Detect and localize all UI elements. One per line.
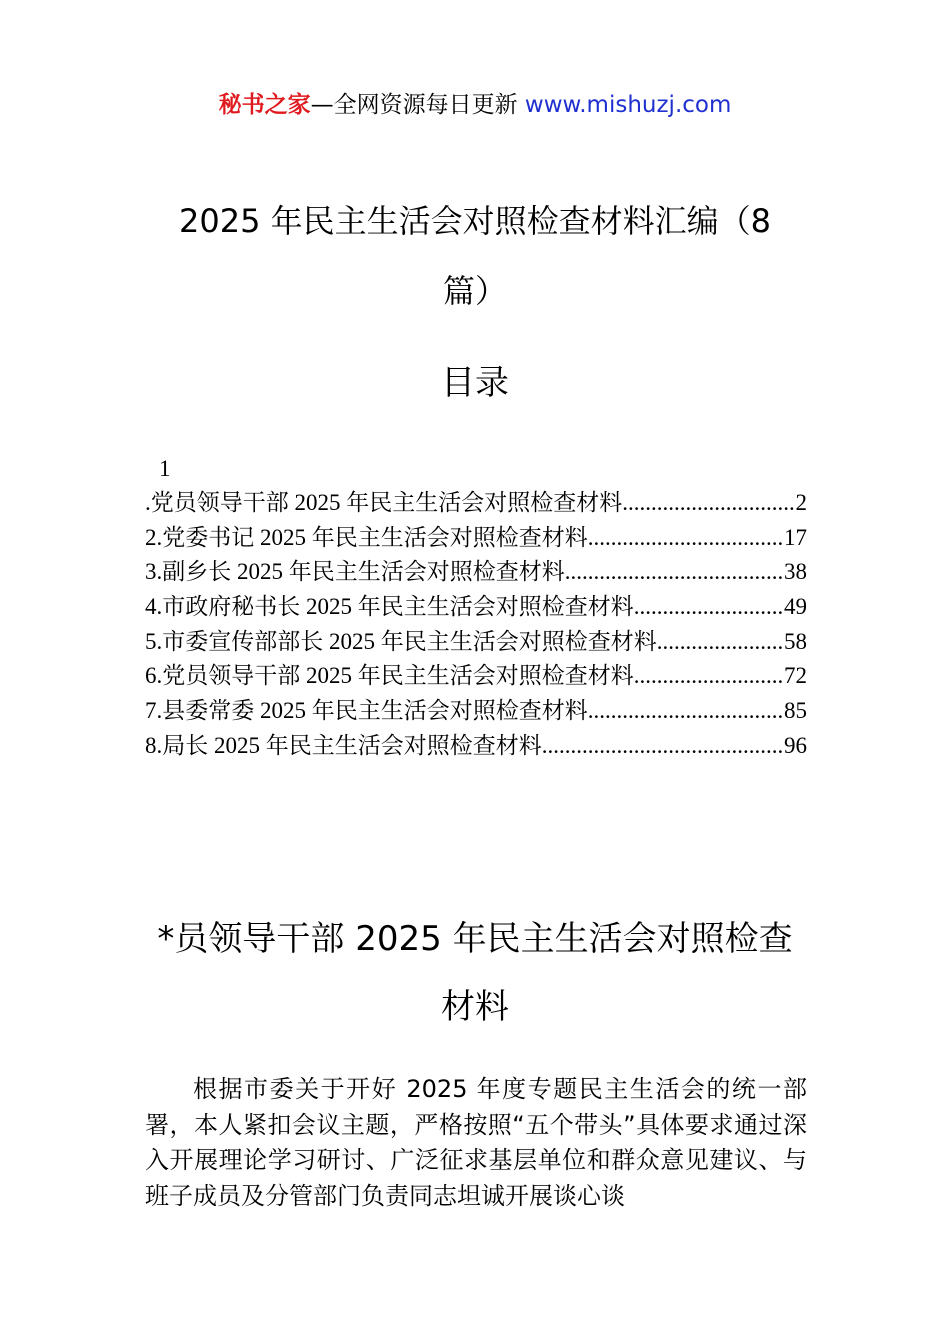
site-url-link[interactable]: www.mishuzj.com	[524, 92, 732, 118]
toc-entry-page: 85	[784, 698, 807, 724]
toc-first-number: 1	[159, 456, 171, 481]
toc-entry[interactable]	[145, 659, 807, 694]
toc-entry[interactable]	[145, 729, 807, 764]
body-paragraph: 根据市委关于开好 2025 年度专题民主生活会的统一部署，本人紧扣会议主题，严格按照“五个带头”具体要求通过深入开展理论学习研讨、广泛征求基层单位和群众意见建议、与班子成员及分管部门负责同志坦诚开展谈心谈	[145, 1075, 807, 1210]
toc-leader-dots	[565, 555, 784, 590]
toc-leader-dots	[622, 486, 795, 521]
toc-entry-label: 8.局长 2025 年民主生活会对照检查材料	[145, 732, 542, 758]
brand-name: 秘书之家	[218, 92, 311, 118]
toc-leader-dots	[634, 659, 784, 694]
toc-entry[interactable]	[145, 625, 807, 660]
toc-leader-dots	[588, 521, 784, 556]
toc-entry[interactable]	[145, 555, 807, 590]
toc-entry-label: 6.党员领导干部 2025 年民主生活会对照检查材料	[145, 663, 634, 689]
table-of-contents	[145, 452, 807, 764]
toc-entry-label: 4.市政府秘书长 2025 年民主生活会对照检查材料	[145, 594, 634, 620]
header-slogan: —全网资源每日更新	[310, 92, 525, 118]
toc-entry[interactable]	[145, 590, 807, 625]
toc-entry-label: 3.副乡长 2025 年民主生活会对照检查材料	[145, 559, 565, 585]
toc-leader-dots	[657, 625, 784, 660]
toc-entry-page: 96	[784, 732, 807, 758]
toc-entry-page: 17	[784, 524, 807, 550]
toc-entry[interactable]	[145, 521, 807, 556]
toc-leader-dots	[588, 694, 784, 729]
site-header	[0, 88, 950, 122]
toc-heading: 目录	[441, 363, 509, 403]
toc-entry-page: 2	[795, 490, 807, 515]
toc-entry-label: 5.市委宣传部部长 2025 年民主生活会对照检查材料	[145, 628, 657, 654]
document-title-line-1: 2025 年民主生活会对照检查材料汇编（8	[179, 202, 771, 240]
toc-entry-page: 58	[784, 628, 807, 654]
toc-entry[interactable]	[145, 486, 807, 521]
toc-entry-label: 2.党委书记 2025 年民主生活会对照检查材料	[145, 524, 588, 550]
document-title-line-2: 篇）	[442, 272, 507, 310]
toc-entry-page: 72	[784, 663, 807, 689]
toc-entry-label: 7.县委常委 2025 年民主生活会对照检查材料	[145, 698, 588, 724]
toc-entry-page: 38	[784, 559, 807, 585]
document-title	[150, 186, 800, 326]
toc-entry[interactable]	[145, 694, 807, 729]
toc-leader-dots	[634, 590, 784, 625]
toc-leader-dots	[542, 729, 784, 764]
toc-entry-label: .党员领导干部 2025 年民主生活会对照检查材料	[145, 490, 623, 515]
toc-entry-page: 49	[784, 594, 807, 620]
section-title: *员领导干部 2025 年民主生活会对照检查材料	[157, 919, 793, 1027]
